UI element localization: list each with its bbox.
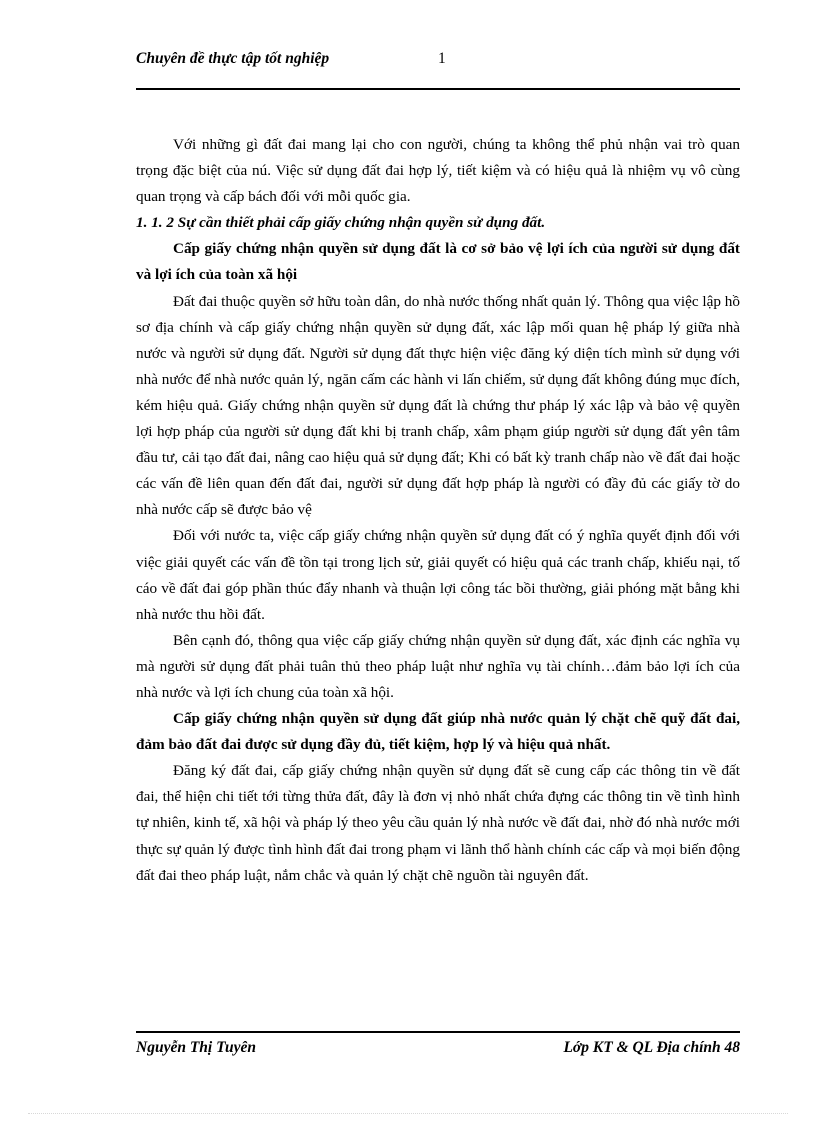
body-paragraph: Với những gì đất đai mang lại cho con người, chúng ta không thể phủ nhận vai trò quan trọng đặc biệt của nú. Việc sử dụng đất đai hợp lý, tiết kiệm và có hiệu quả là nhiệm vụ vô cùng quan trọng và cấp bách đối với mỗi quốc gia. xyxy=(136,136,740,206)
body-paragraph: Đối với nước ta, việc cấp giấy chứng nhận quyền sử dụng đất có ý nghĩa quyết định đối với việc giải quyết các vấn đề tồn tại trong lịch sử, giải quyết có hiệu quả các tranh chấp, khiếu nại, tố cáo về đất đai góp phần thúc đẩy nhanh và thuận lợi công tác bồi thường, giải phóng mặt bằng khi nhà nước thu hồi đất. xyxy=(136,527,740,623)
page-footer xyxy=(136,1031,740,1063)
document-body xyxy=(136,132,740,889)
bold-paragraph: Cấp giấy chứng nhận quyền sử dụng đất giúp nhà nước quản lý chặt chẽ quỹ đất đai, đảm bảo đất đai được sử dụng đầy đủ, tiết kiệm, hợp lý và hiệu quả nhất. xyxy=(136,710,740,754)
body-paragraph: Đất đai thuộc quyền sở hữu toàn dân, do nhà nước thống nhất quản lý. Thông qua việc lập hồ sơ địa chính và cấp giấy chứng nhận quyền sử dụng đất, xác lập mối quan hệ pháp lý giữa nhà nước và người sử dụng đất. Người sử dụng đất thực hiện việc đăng ký diện tích mình sử dụng với nhà nước để nhà nước quản lý, ngăn cấm các hành vi lấn chiếm, sử dụng đất không đúng mục đích, kém hiệu quả. Giấy chứng nhận quyền sử dụng đất là chứng thư pháp lý xác lập và bảo vệ quyền lợi hợp pháp của người sử dụng đất khi bị tranh chấp, xâm phạm giúp người sử dụng đất yên tâm đầu tư, cải tạo đất đai, nâng cao hiệu quả sử dụng đất; Khi có bất kỳ tranh chấp nào về đất đai hoặc các vấn đề liên quan đến đất đai, người sử dụng đất hợp pháp là người có đầy đủ các giấy tờ do nhà nước cấp sẽ được bảo vệ xyxy=(136,292,740,519)
document-title: Chuyên đề thực tập tốt nghiệp xyxy=(136,50,330,67)
bold-paragraph: Cấp giấy chứng nhận quyền sử dụng đất là cơ sở bảo vệ lợi ích của người sử dụng đất và lợi ích của toàn xã hội xyxy=(136,240,740,284)
section-heading: 1. 1. 2 Sự cần thiết phải cấp giấy chứng nhận quyền sử dụng đất. xyxy=(136,214,546,232)
page-number: 1 xyxy=(438,50,446,67)
class-name: Lớp KT & QL Địa chính 48 xyxy=(563,1039,740,1056)
author-name: Nguyễn Thị Tuyên xyxy=(136,1039,256,1056)
body-paragraph: Bên cạnh đó, thông qua việc cấp giấy chứng nhận quyền sử dụng đất, xác định các nghĩa vụ mà người sử dụng đất phải tuân thủ theo pháp luật như nghĩa vụ tài chính…đảm bảo lợi ích của nhà nước và lợi ích chung của toàn xã hội. xyxy=(136,631,740,701)
body-paragraph: Đăng ký đất đai, cấp giấy chứng nhận quyền sử dụng đất sẽ cung cấp các thông tin về đất đai, thể hiện chi tiết tới từng thửa đất, đây là đơn vị nhỏ nhất chứa đựng các thông tin về tình hình tự nhiên, kinh tế, xã hội và pháp lý theo yêu cầu quản lý nhà nước về đất đai, nhờ đó nhà nước mới thực sự quản lý được tình hình đất đai trong phạm vi lãnh thổ hành chính các cấp và mọi biến động đất đai theo pháp luật, nắm chắc và quản lý chặt chẽ nguồn tài nguyên đất. xyxy=(136,762,740,884)
page-edge-divider xyxy=(28,1113,788,1114)
page-header xyxy=(136,48,740,90)
